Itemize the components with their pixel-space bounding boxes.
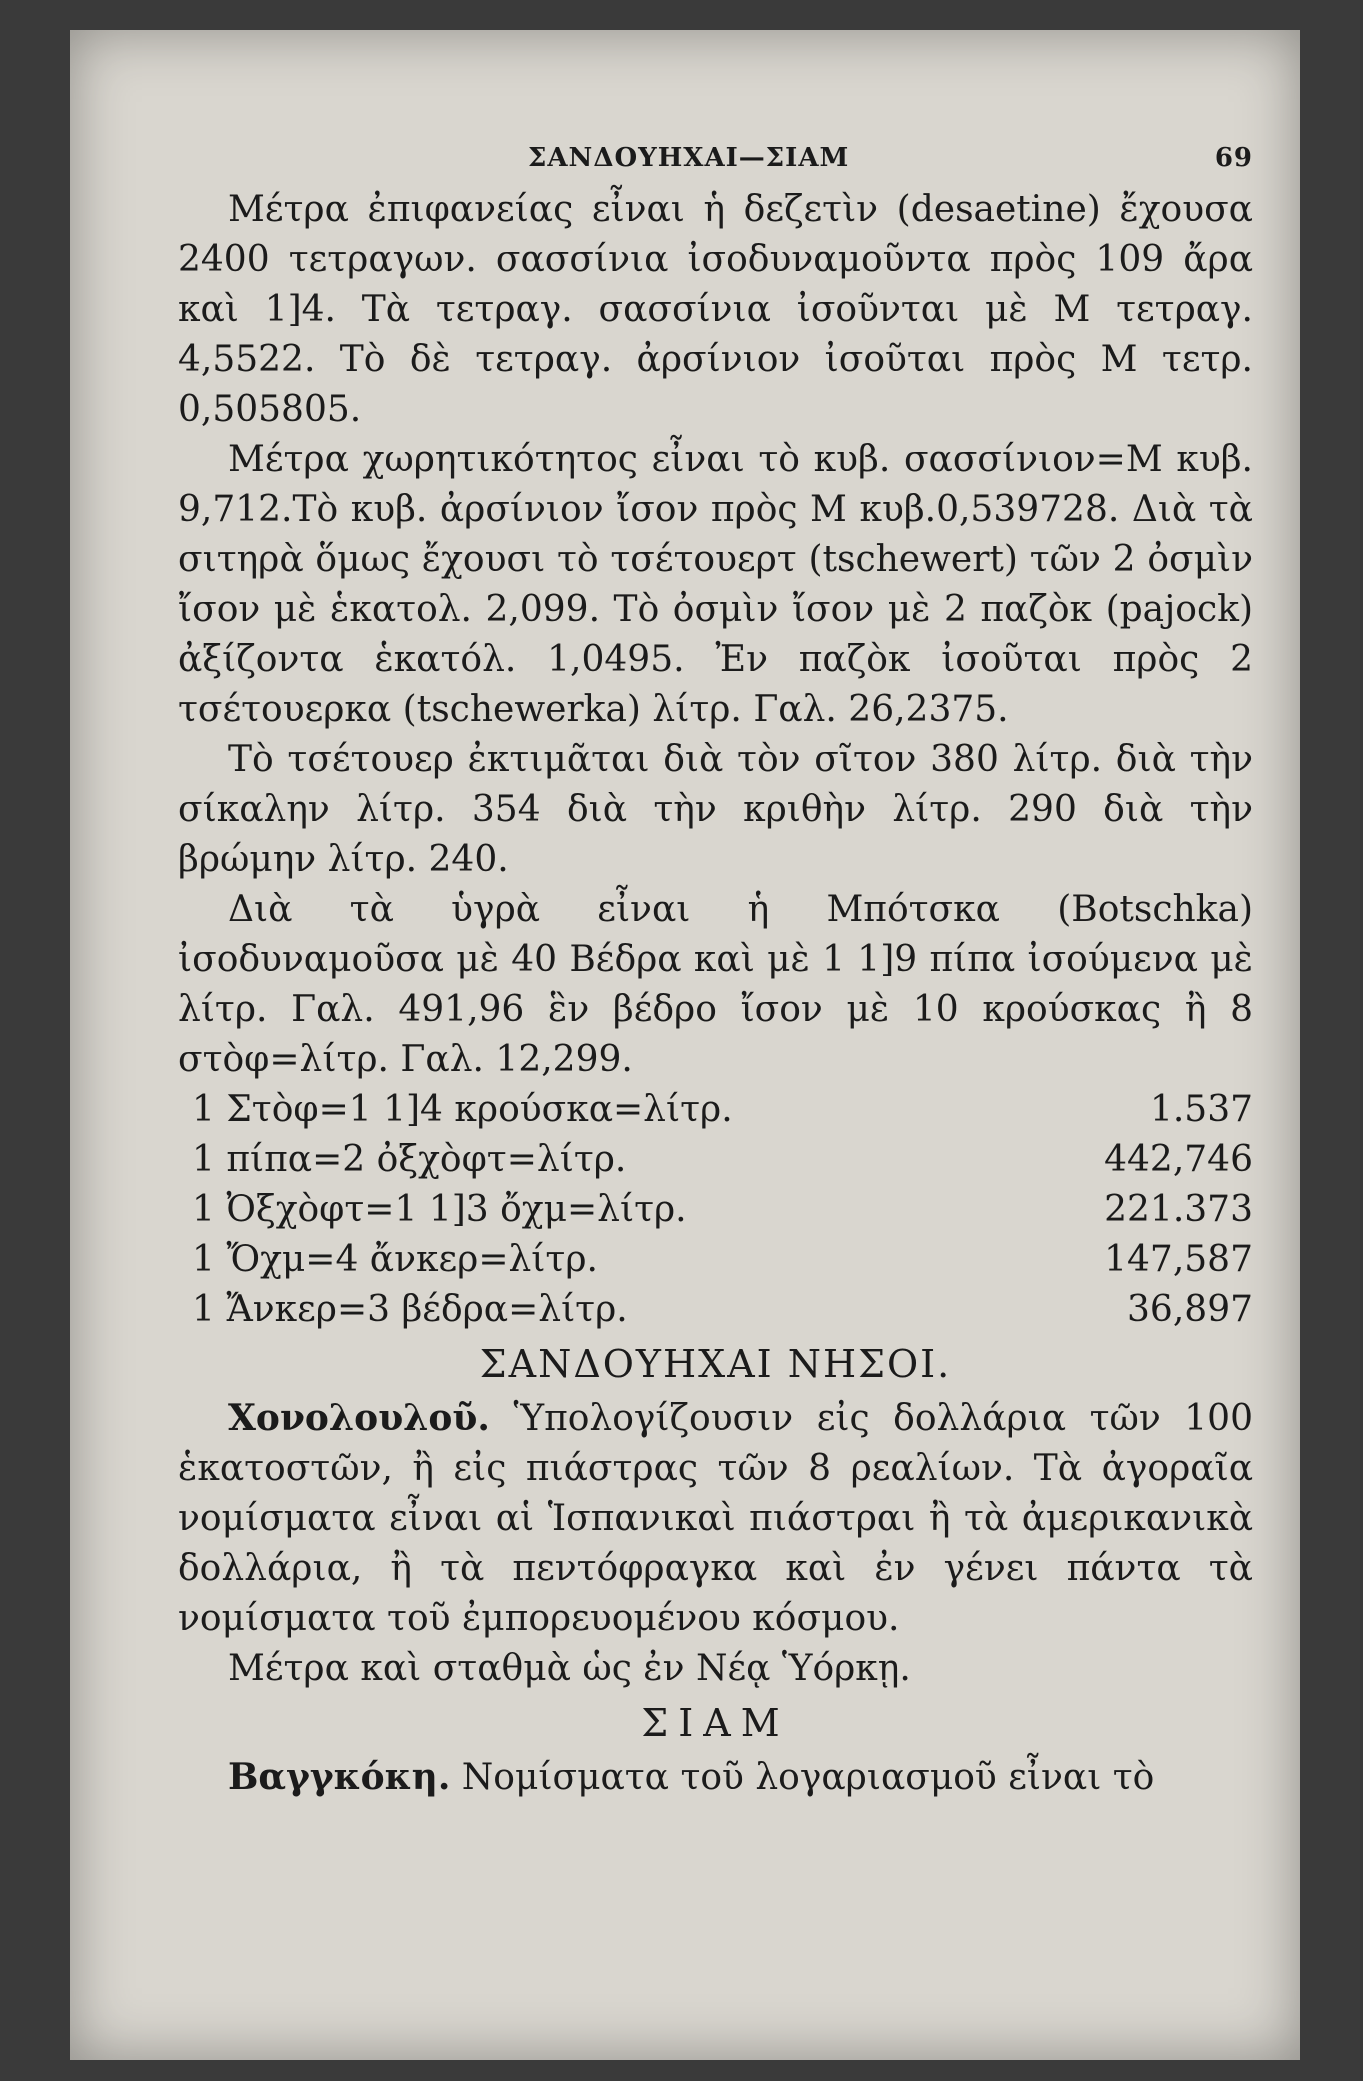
measure-value: 1.537 [1149,1089,1253,1130]
section-heading-siam: ΣΙΑΜ [641,1701,790,1745]
measure-value: 36,897 [1127,1289,1253,1330]
measure-value: 442,746 [1104,1139,1253,1180]
place-name-bangkok: Βαγγκόκη. [228,1756,451,1798]
measure-label: 1 Στὸφ=1 1]4 κρούσκα=λίτρ. [192,1089,733,1130]
table-row [178,1085,1253,1135]
paragraph-capacity-measures: Μέτρα χωρητικότητος εἶναι τὸ κυβ. σασσίνιον=Μ κυβ. 9,712.Τὸ κυβ. ἀρσίνιον ἴσον πρὸς Μ κυβ.0,539728. Διὰ τὰ σιτηρὰ ὅμως ἔχουσι τὸ τσέτουερτ (tschewert) τῶν 2 ὀσμὶν ἴσον μὲ ἑκατολ. 2,099. Τὸ ὀσμὶν ἴσον μὲ 2 παζὸκ (pajock) ἀξίζοντα ἑκατόλ. 1,0495. Ἐν παζὸκ ἰσοῦται πρὸς 2 τσέτουερκα (tschewerka) λίτρ. Γαλ. 26,2375. [178,439,1253,730]
measure-label: 1 Ἄνκερ=3 βέδρα=λίτρ. [192,1289,628,1330]
measure-label: 1 πίπα=2 ὀξχὸφτ=λίτρ. [192,1139,627,1180]
text-column [178,125,1253,1803]
section-heading-sandwich: ΣΑΝΔΟΥΗΧΑΙ ΝΗΣΟΙ. [479,1342,952,1386]
place-name-honolulu: Χονολουλοῦ. [228,1397,490,1439]
paragraph-honolulu-measures: Μέτρα καὶ σταθμὰ ὡς ἐν Νέᾳ Ὑόρκῃ. [228,1648,911,1689]
paragraph-grain-valuation: Τὸ τσέτουερ ἐκτιμᾶται διὰ τὸν σῖτον 380 λίτρ. διὰ τὴν σίκαλην λίτρ. 354 διὰ τὴν κριθὴν λίτρ. 290 διὰ τὴν βρώμην λίτρ. 240. [178,739,1253,880]
paragraph-honolulu [178,1393,1253,1644]
paragraph-surface-measures: Μέτρα ἐπιφανείας εἶναι ἡ δεζετὶν (desaetine) ἔχουσα 2400 τετραγων. σασσίνια ἰσοδυναμοῦντα πρὸς 109 ἄρα καὶ 1]4. Τὰ τετραγ. σασσίνια ἰσοῦνται μὲ Μ τετραγ. 4,5522. Τὸ δὲ τετραγ. ἀρσίνιον ἰσοῦται πρὸς Μ τετρ. 0,505805. [178,189,1253,430]
table-row [178,1135,1253,1185]
table-row [178,1235,1253,1285]
measure-value: 147,587 [1104,1239,1253,1280]
honolulu-text: Ὑπολογίζουσιν εἰς δολλάρια τῶν 100 ἑκατοστῶν, ἢ εἰς πιάστρας τῶν 8 ρεαλίων. Τὰ ἀγοραῖα νομίσματα εἶναι αἱ Ἱσπανικαὶ πιάστραι ἢ τὰ ἀμερικανικὰ δολλάρια, ἢ τὰ πεντόφραγκα καὶ ἐν γένει πάντα τὰ νομίσματα τοῦ ἐμπορευομένου κόσμου. [178,1398,1253,1639]
measures-table [178,1085,1253,1335]
measure-label: 1 Ὄχμ=4 ἄνκερ=λίτρ. [192,1239,598,1280]
book-page [70,30,1300,2060]
table-row [178,1185,1253,1235]
measure-value: 221.373 [1104,1189,1253,1230]
paragraph-bangkok [178,1752,1253,1803]
paragraph-liquid-measures: Διὰ τὰ ὑγρὰ εἶναι ἡ Μπότσκα (Botschka) ἰσοδυναμοῦσα μὲ 40 Βέδρα καὶ μὲ 1 1]9 πίπα ἰσούμενα μὲ λίτρ. Γαλ. 491,96 ἓν βέδρο ἴσον μὲ 10 κρούσκας ἢ 8 στὸφ=λίτρ. Γαλ. 12,299. [178,889,1253,1080]
table-row [178,1285,1253,1335]
bangkok-text: Νομίσματα τοῦ λογαριασμοῦ εἶναι τὸ [450,1757,1155,1798]
running-title: ΣΑΝΔΟΥΗΧΑΙ—ΣΙΑΜ [528,143,850,173]
page-number: 69 [1214,143,1253,173]
measure-label: 1 Ὀξχὸφτ=1 1]3 ὄχμ=λίτρ. [192,1189,687,1230]
running-header [178,125,1253,185]
